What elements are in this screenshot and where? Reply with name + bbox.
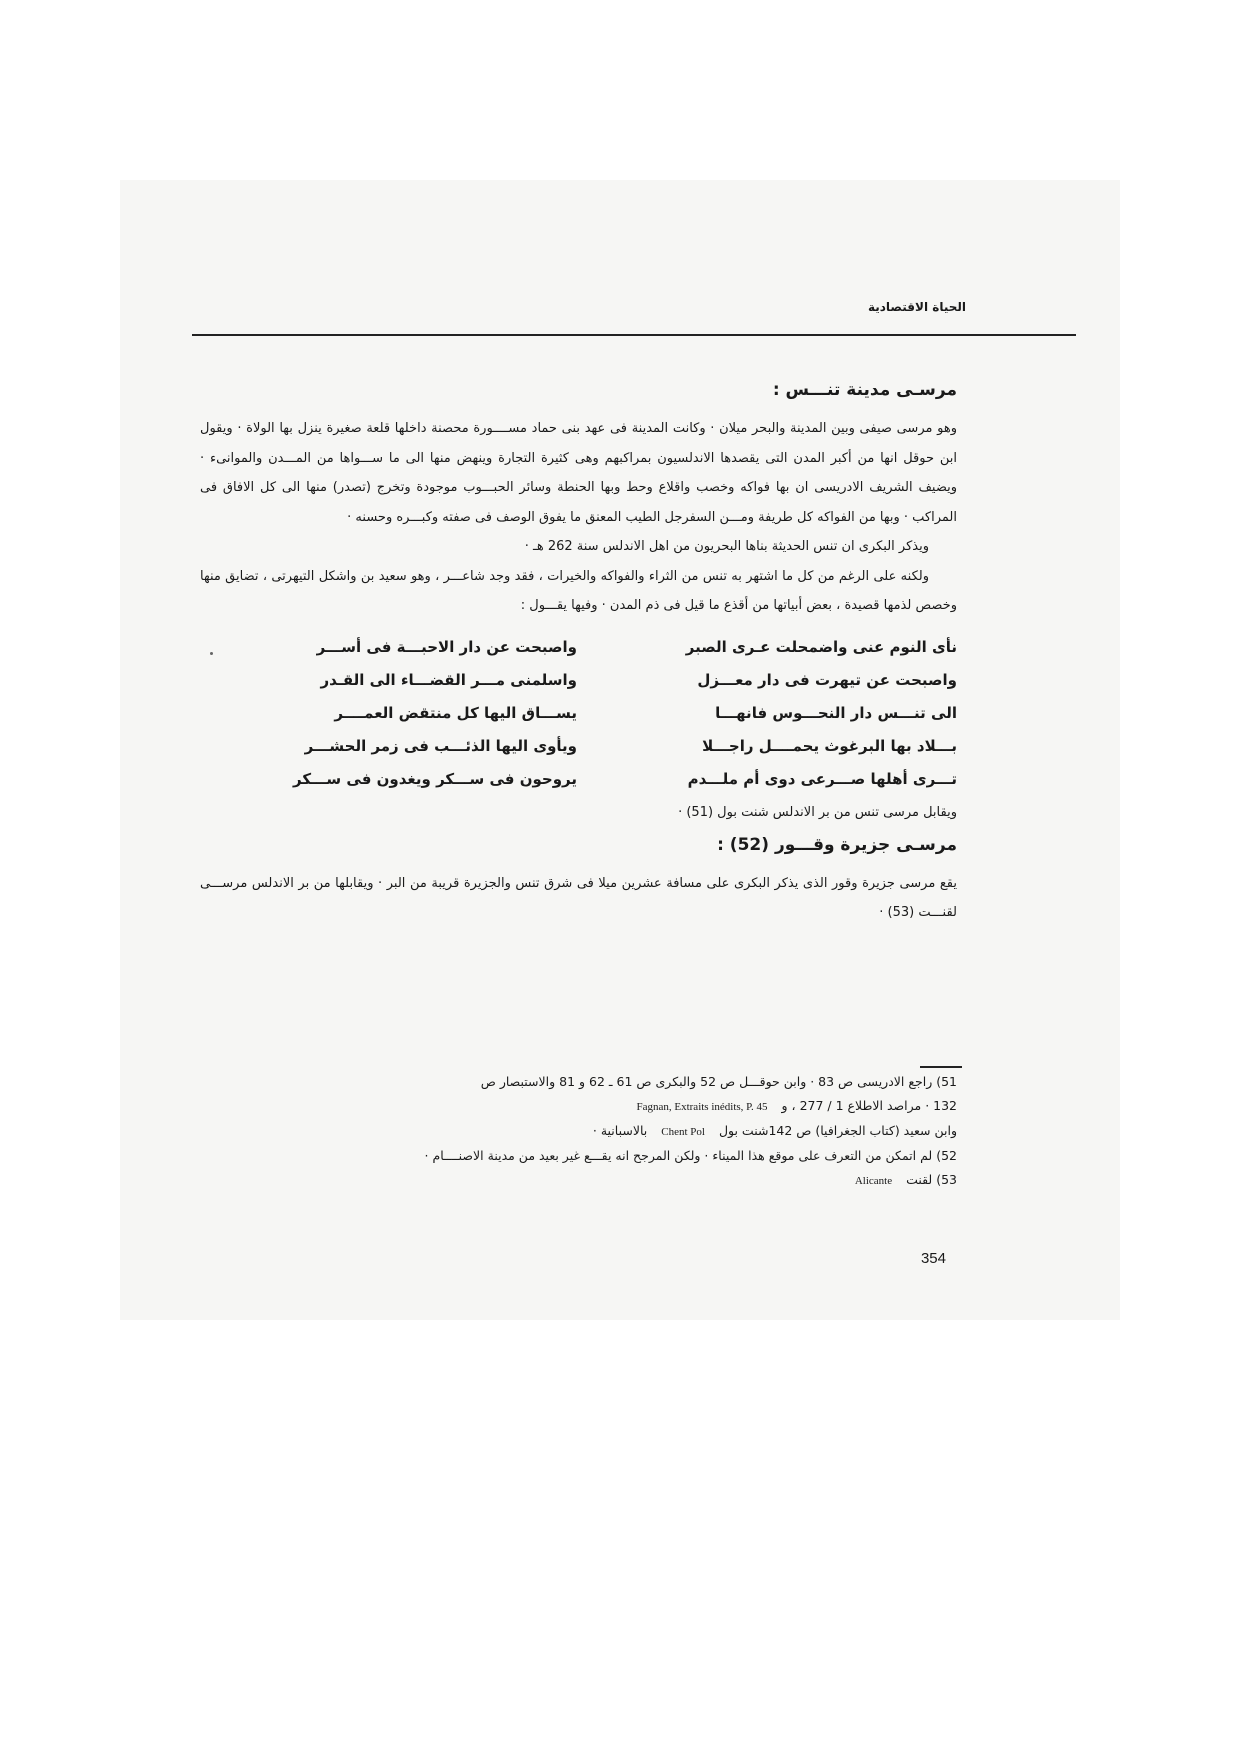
footnote-rule — [920, 1066, 962, 1068]
paragraph-1: وهو مرسى صيفى وبين المدينة والبحر ميلان · وكانت المدينة فى عهد بنى حماد مســــورة محصنة داخلها قلعة صغيرة ينزل بها الولاة · ويقول ابن حوقل انها من أكبر المدن التى يقصدها الاندلسيون بمراكبهم وهى كثيرة التجارة وينهض منها الى ما ســـواها من المـــدن والموانىء · ويضيف الشريف الادريسى ان بها فواكه وخصب واقلاع وحط وبها الحنطة وسائر الحبـــوب موجودة وتخرج (تصدر) منها الى كل الافاق فى المراكب · وبها من الفواكه كل طريفة ومـــن السفرجل الطيب المعنق ما يفوق الوصف فى صفته وكبـــره وحسنه · — [200, 421, 957, 525]
hemistich-first: نأى النوم عنى واضمحلت عـرى الصبر — [685, 638, 957, 656]
footnote-51-line-2-arabic: 132 · مراصد الاطلاع 1 / 277 ، و — [781, 1098, 957, 1113]
footnotes — [200, 1070, 957, 1193]
poem-verse — [200, 730, 957, 763]
footnote-51-line-3-arabic-b: بالاسبانية · — [592, 1123, 648, 1138]
footnote-52: 52) لم اتمكن من التعرف على موقع هذا الميناء · ولكن المرجح انه يقـــع غير بعيد من مدينة الاصنــــام · — [424, 1148, 957, 1163]
paragraph-2: ويذكر البكرى ان تنس الحديثة بناها البحريون من اهل الاندلس سنة 262 هـ · — [524, 539, 929, 554]
poem-verse — [200, 631, 957, 664]
poem-verse — [200, 697, 957, 730]
poem-verse — [200, 763, 957, 796]
poem — [200, 631, 957, 796]
paragraph-waqur: يقع مرسى جزيرة وقور الذى يذكر البكرى على مسافة عشرين ميلا فى شرق تنس والجزيرة قريبة من البر · ويقابلها من بر الاندلس مرســـى لقنـــت (53) · — [200, 875, 957, 920]
hemistich-second: يســـاق اليها كل منتقض العمــــر — [334, 704, 577, 722]
footnote-51-line-2 — [200, 1094, 957, 1119]
poem-verse — [200, 664, 957, 697]
closing-line: ويقابل مرسى تنس من بر الاندلس شنت بول (51) · — [678, 804, 957, 820]
footnote-51-line-3 — [200, 1119, 957, 1144]
footnote-53 — [200, 1168, 957, 1193]
hemistich-first: بـــلاد بها البرغوث يحمــــل راجـــلا — [702, 737, 957, 755]
main-content — [200, 380, 957, 928]
footnote-51-line-1: 51) راجع الادريسى ص 83 · وابن حوقـــل ص 52 والبكرى ص 61 ـ 62 و 81 والاستبصار ص — [480, 1074, 957, 1089]
header-rule — [192, 334, 1076, 336]
hemistich-second: يروحون فى ســـكر ويغدون فى ســـكر — [293, 770, 577, 788]
page-number: 354 — [920, 1250, 946, 1267]
paragraph-3: ولكنه على الرغم من كل ما اشتهر به تنس من الثراء والفواكه والخيرات ، فقد وجد شاعـــر ، وهو سعيد بن واشكل التيهرتى ، تضايق منها وخصص لذمها قصيدة ، بعض أبياتها من أقذع ما قيل فى ذم المدن · وفيها يقـــول : — [200, 568, 957, 613]
scan-speck — [210, 652, 213, 655]
footnote-51-line-3-latin: Chent Pol — [661, 1126, 705, 1138]
footnote-51-line-2-latin: Fagnan, Extraits inédits, P. 45 — [636, 1101, 768, 1113]
hemistich-second: واصبحت عن دار الاحبـــة فى أســـر — [316, 638, 577, 656]
section-heading-tenes: مرسـى مدينة تنـــس : — [772, 380, 957, 400]
hemistich-first: الى تنـــس دار النحـــوس فانهـــا — [715, 704, 957, 722]
hemistich-second: واسلمنى مـــر القضـــاء الى القـدر — [320, 671, 577, 689]
section-heading-waqur: مرسـى جزيرة وقـــور (52) : — [717, 834, 957, 855]
hemistich-first: تـــرى أهلها صـــرعى دوى أم ملـــدم — [687, 770, 957, 788]
hemistich-second: ويأوى اليها الذئـــب فى زمر الحشـــر — [304, 737, 577, 755]
footnote-51-line-3-arabic-a: وابن سعيد (كتاب الجغرافيا) ص 142شنت بول — [718, 1123, 957, 1138]
footnote-53-latin: Alicante — [854, 1175, 893, 1187]
hemistich-first: واصبحت عن تيهرت فى دار معـــزل — [697, 671, 957, 689]
footnote-53-arabic: 53) لقنت — [906, 1172, 957, 1187]
running-header: الحياة الاقتصادية — [867, 300, 966, 314]
